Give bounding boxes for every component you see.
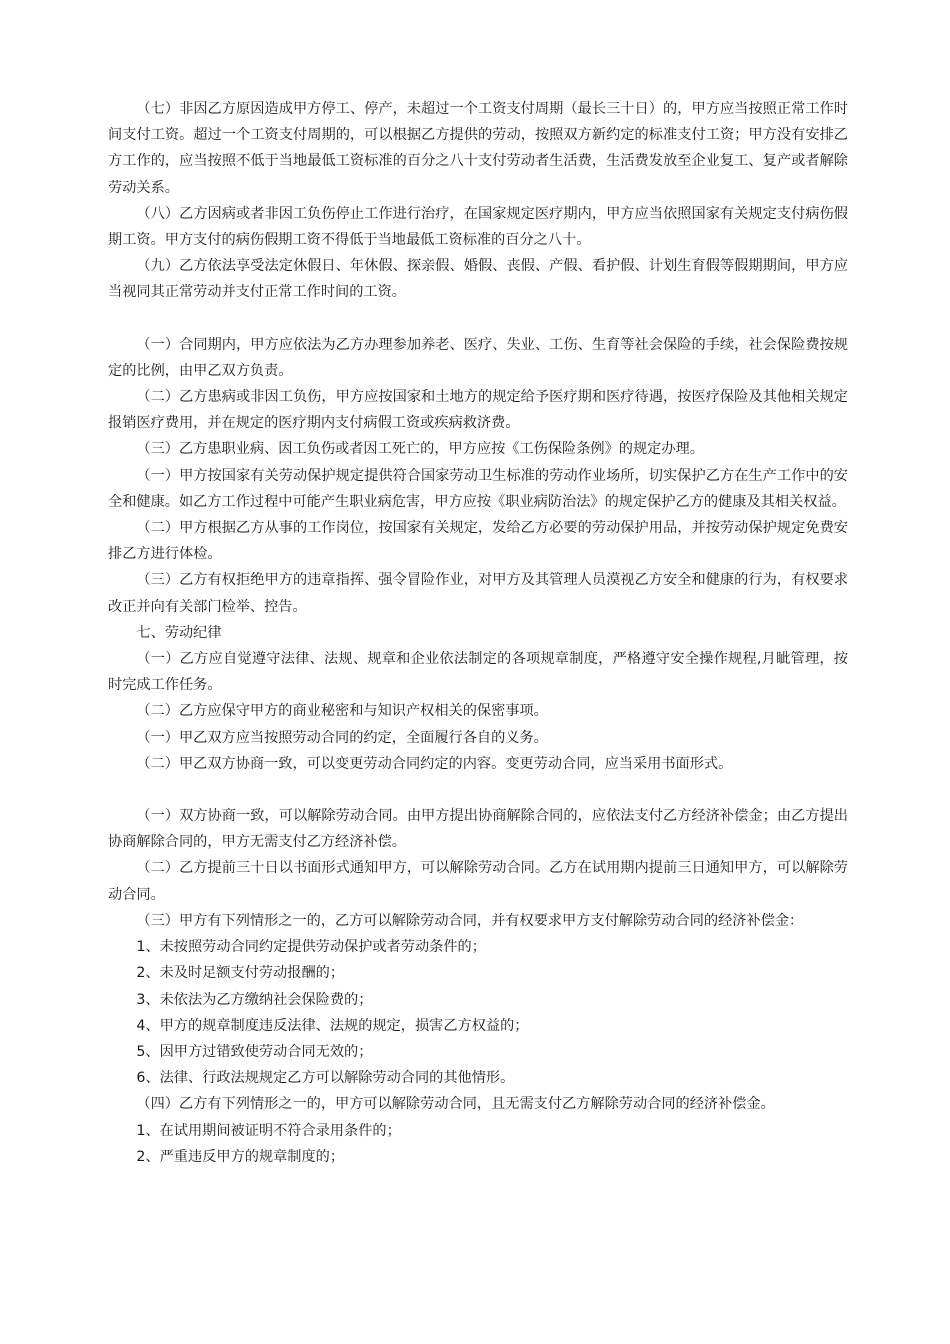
paragraph: （二）乙方患病或非因工负伤，甲方应按国家和土地方的规定给予医疗期和医疗待遇，按医疗保险及其他相关规定报销医疗费用，并在规定的医疗期内支付病假工资或疾病救济费。 (108, 389, 848, 432)
list-item: 1、在试用期间被证明不符合录用条件的； (136, 1122, 401, 1139)
section-heading: 七、劳动纪律 (136, 624, 222, 641)
paragraph: （三）乙方有权拒绝甲方的违章指挥、强令冒险作业，对甲方及其管理人员漠视乙方安全和健康的行为，有权要求改正并向有关部门检举、控告。 (108, 572, 848, 615)
list-item: 2、未及时足额支付劳动报酬的； (136, 965, 345, 982)
paragraph: （一）合同期内，甲方应依法为乙方办理参加养老、医疗、失业、工伤、生育等社会保险的手续，社会保险费按规定的比例，由甲乙双方负责。 (108, 336, 848, 379)
document-page (108, 96, 848, 1170)
paragraph: （八）乙方因病或者非因工负伤停止工作进行治疗，在国家规定医疗期内，甲方应当依照国家有关规定支付病伤假期工资。甲方支付的病伤假期工资不得低于当地最低工资标准的百分之八十。 (108, 205, 848, 249)
list-item: 5、因甲方过错致使劳动合同无效的； (136, 1043, 373, 1060)
paragraph: （三）乙方患职业病、因工负伤或者因工死亡的，甲方应按《工伤保险条例》的规定办理。 (136, 441, 704, 458)
paragraph: （二）乙方提前三十日以书面形式通知甲方，可以解除劳动合同。乙方在试用期内提前三日通知甲方，可以解除劳动合同。 (108, 860, 848, 903)
paragraph: （四）乙方有下列情形之一的，甲方可以解除劳动合同，且无需支付乙方解除劳动合同的经济补偿金。 (136, 1096, 775, 1113)
list-item: 6、法律、行政法规规定乙方可以解除劳动合同的其他情形。 (136, 1070, 515, 1087)
paragraph: （一）乙方应自觉遵守法律、法规、规章和企业依法制定的各项规章制度，严格遵守安全操作规程,月眦管理，按时完成工作任务。 (108, 651, 848, 694)
list-item: 2、严重违反甲方的规章制度的； (136, 1148, 345, 1165)
paragraph: （二）甲乙双方协商一致，可以变更劳动合同约定的内容。变更劳动合同，应当采用书面形式。 (136, 755, 733, 772)
paragraph: （一）双方协商一致，可以解除劳动合同。由甲方提出协商解除合同的，应依法支付乙方经济补偿金；由乙方提出协商解除合同的，甲方无需支付乙方经济补偿。 (108, 808, 848, 851)
list-item: 1、未按照劳动合同约定提供劳动保护或者劳动条件的； (136, 939, 486, 956)
paragraph: （九）乙方依法享受法定休假日、年休假、探亲假、婚假、丧假、产假、看护假、计划生育假等假期期间，甲方应当视同其正常劳动并支付正常工作时间的工资。 (108, 258, 848, 301)
paragraph: （三）甲方有下列情形之一的，乙方可以解除劳动合同，并有权要求甲方支付解除劳动合同的经济补偿金： (136, 912, 804, 929)
paragraph: （七）非因乙方原因造成甲方停工、停产，未超过一个工资支付周期（最长三十日）的，甲方应当按照正常工作时间支付工资。超过一个工资支付周期的，可以根据乙方提供的劳动，按照双方新约定的标准支付工资；甲方没有安排乙方工作的，应当按照不低于当地最低工资标准的百分之八十支付劳动者生活费，生活费发放至企业复工、复产或者解除劳动关系。 (108, 101, 848, 196)
list-item: 3、未依法为乙方缴纳社会保险费的； (136, 991, 373, 1008)
section-gap (108, 777, 848, 803)
section-gap (108, 306, 848, 332)
paragraph: （一）甲乙双方应当按照劳动合同的约定，全面履行各自的义务。 (136, 729, 548, 746)
list-item: 4、甲方的规章制度违反法律、法规的规定，损害乙方权益的； (136, 1017, 529, 1034)
paragraph: （二）甲方根据乙方从事的工作岗位，按国家有关规定，发给乙方必要的劳动保护用品，并按劳动保护规定免费安排乙方进行体检。 (108, 520, 848, 563)
paragraph: （二）乙方应保守甲方的商业秘密和与知识产权相关的保密事项。 (136, 703, 548, 720)
paragraph: （一）甲方按国家有关劳动保护规定提供符合国家劳动卫生标准的劳动作业场所，切实保护乙方在生产工作中的安全和健康。如乙方工作过程中可能产生职业病危害，甲方应按《职业病防治法》的规定保护乙方的健康及其相关权益。 (108, 467, 848, 510)
